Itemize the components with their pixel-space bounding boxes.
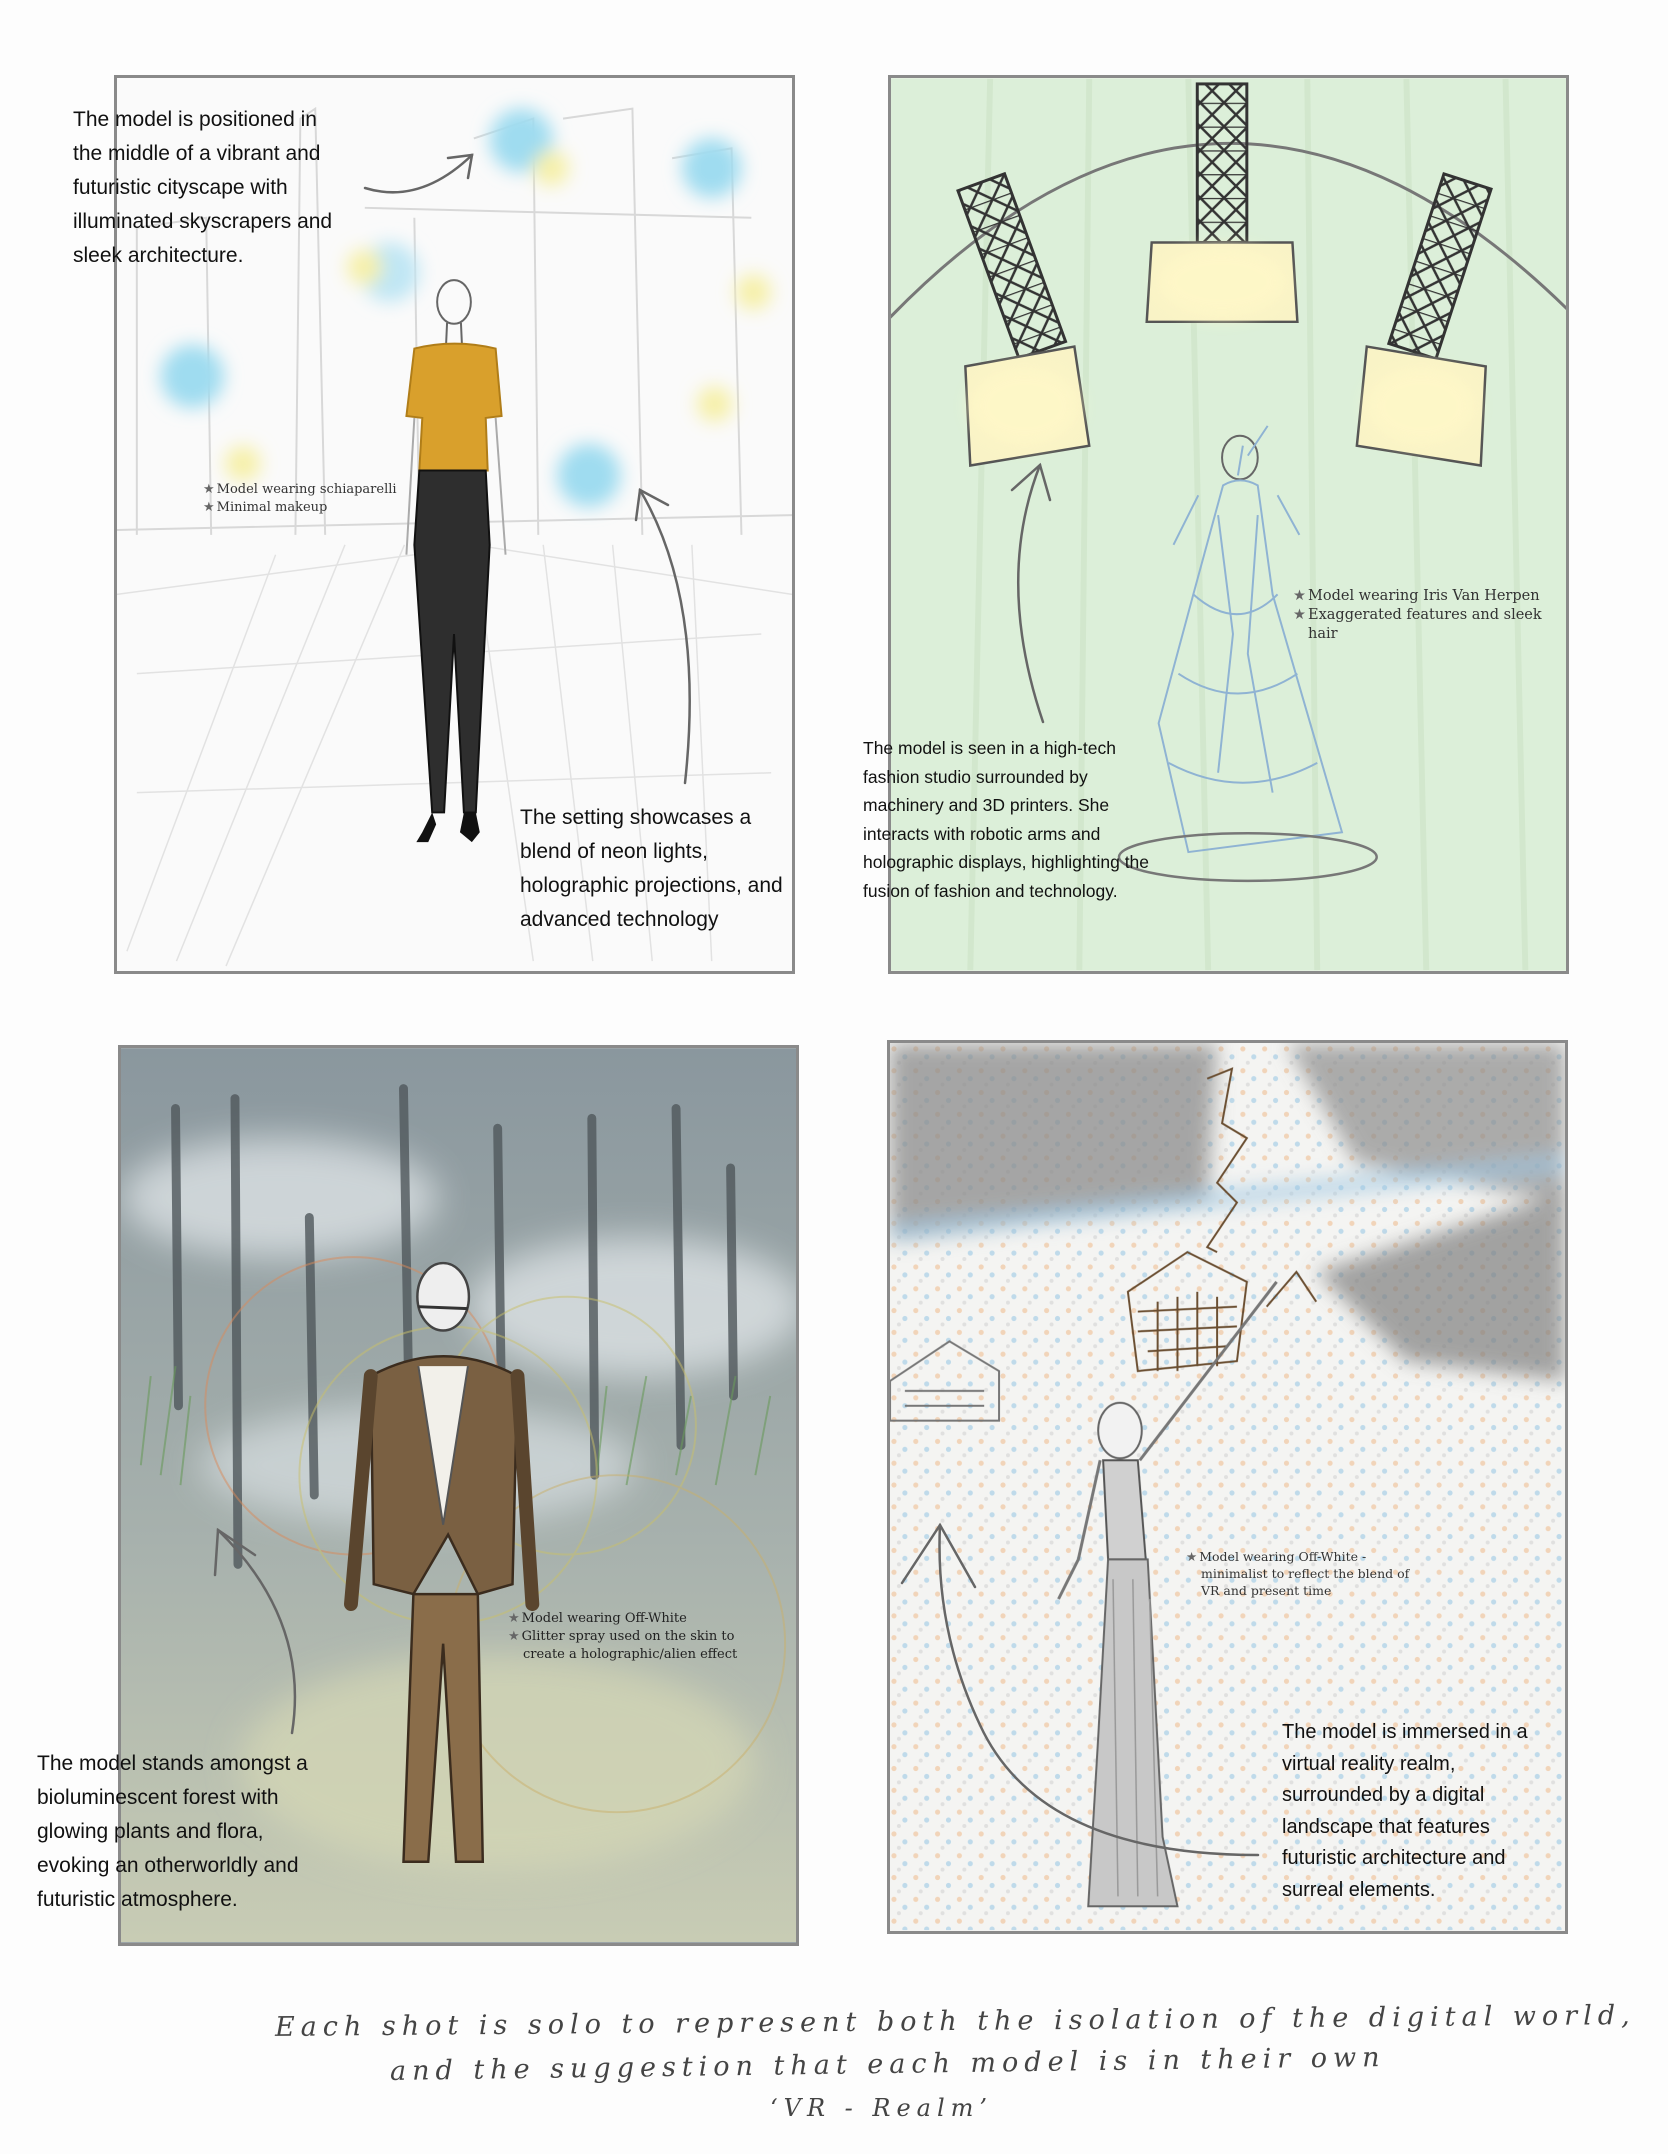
note-item: create a holographic/alien effect [523, 1647, 738, 1662]
panel4-styling-notes [1186, 1548, 1409, 1599]
panel1-neon-caption [520, 801, 783, 937]
panel3-styling-notes [508, 1610, 737, 1664]
caption-line: holographic projections, and [520, 874, 783, 897]
note-item: ★ Model wearing Off-White [508, 1611, 687, 1626]
star-bullet-icon: ★ [508, 1611, 520, 1626]
star-bullet-icon: ★ [1186, 1549, 1198, 1564]
note-item: hair [1308, 626, 1338, 642]
star-bullet-icon: ★ [203, 482, 215, 497]
footer-line: Each shot is solo to represent both the isolation of the digital world, [274, 2000, 1636, 2043]
model-figure [406, 280, 505, 842]
panel2-studio-caption [863, 734, 1149, 905]
caption-line: The model is immersed in a [1282, 1721, 1528, 1743]
caption-line: machinery and 3D printers. She [863, 795, 1110, 815]
note-item: ★ Model wearing Off-White - [1186, 1549, 1367, 1564]
caption-line: The setting showcases a [520, 806, 752, 829]
note-item: ★ Minimal makeup [203, 500, 328, 515]
note-item: VR and present time [1201, 1583, 1332, 1598]
caption-line: The model is positioned in [73, 108, 317, 131]
caption-line: bioluminescent forest with [37, 1786, 279, 1809]
caption-line: fashion studio surrounded by [863, 766, 1088, 787]
footer-handwritten-note [275, 1996, 1636, 2048]
caption-line: virtual reality realm, [1282, 1752, 1456, 1775]
star-bullet-icon: ★ [1293, 588, 1306, 604]
caption-line: interacts with robotic arms and [863, 823, 1101, 844]
caption-line: blend of neon lights, [520, 840, 708, 863]
panel3-forest-caption [37, 1747, 308, 1917]
panel1-setting-caption [73, 103, 332, 273]
note-item: ★ Exaggerated features and sleek [1293, 607, 1542, 623]
note-item: ★ Model wearing Iris Van Herpen [1293, 588, 1540, 604]
note-item: minimalist to reflect the blend of [1201, 1566, 1410, 1581]
star-bullet-icon: ★ [508, 1629, 520, 1644]
panel4-vr-caption [1282, 1717, 1528, 1906]
caption-line: advanced technology [520, 908, 719, 931]
caption-line: landscape that features [1282, 1815, 1490, 1838]
note-item: ★ Glitter spray used on the skin to [508, 1629, 735, 1644]
caption-line: fusion of fashion and technology. [863, 880, 1118, 901]
caption-line: futuristic cityscape with [73, 176, 288, 199]
star-bullet-icon: ★ [1293, 607, 1306, 623]
star-bullet-icon: ★ [203, 500, 215, 515]
caption-line: The model is seen in a high-tech [863, 738, 1116, 758]
caption-line: illuminated skyscrapers and [73, 210, 333, 233]
footer-line: ‘VR - Realm’ [770, 2094, 994, 2122]
caption-line: glowing plants and flora, [37, 1820, 264, 1843]
footer-line: and the suggestion that each model is in their own [389, 2042, 1386, 2087]
caption-line: futuristic atmosphere. [37, 1888, 238, 1911]
caption-line: holographic displays, highlighting the [863, 852, 1150, 872]
caption-line: futuristic architecture and [1282, 1847, 1506, 1869]
caption-line: evoking an otherworldly and [37, 1854, 299, 1877]
panel1-styling-notes [203, 481, 397, 517]
note-item: ★ Model wearing schiaparelli [203, 482, 397, 497]
caption-line: surrounded by a digital [1282, 1784, 1485, 1806]
caption-line: surreal elements. [1282, 1878, 1436, 1901]
caption-line: The model stands amongst a [37, 1752, 308, 1775]
footer-handwritten-note-3 [770, 2088, 993, 2128]
caption-line: sleek architecture. [73, 244, 244, 267]
panel2-styling-notes [1293, 587, 1542, 644]
caption-line: the middle of a vibrant and [73, 142, 321, 165]
footer-handwritten-note-2 [390, 2038, 1386, 2092]
